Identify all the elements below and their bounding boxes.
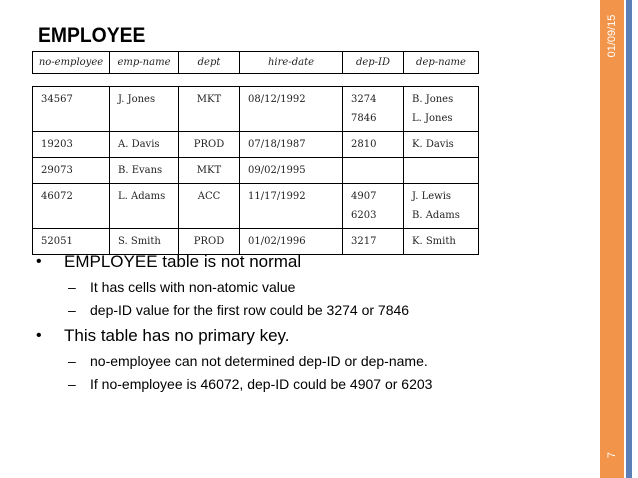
cell-dept: PROD bbox=[179, 132, 240, 158]
cell-dep-id bbox=[343, 87, 404, 132]
dep-id-value: 6203 bbox=[351, 210, 377, 221]
cell-dept: MKT bbox=[179, 158, 240, 184]
sidebar-orange-bar bbox=[600, 0, 624, 478]
dep-id-value: 4907 bbox=[351, 191, 377, 202]
cell-dep-id: 3217 bbox=[343, 229, 404, 255]
cell-dep-id: 2810 bbox=[343, 132, 404, 158]
cell-dep-name: K. Smith bbox=[404, 229, 479, 255]
employee-table bbox=[32, 86, 479, 255]
cell-dep-name bbox=[404, 158, 479, 184]
bullet-item: • This table has no primary key. bbox=[36, 322, 556, 350]
cell-emp-name: S. Smith bbox=[110, 229, 179, 255]
cell-emp-name: B. Evans bbox=[110, 158, 179, 184]
cell-emp-name: A. Davis bbox=[110, 132, 179, 158]
sidebar-blue-bar bbox=[626, 0, 632, 478]
header-hire-date: hire-date bbox=[240, 52, 343, 74]
table-header-row bbox=[33, 52, 479, 74]
table-row bbox=[33, 158, 479, 184]
header-dep-id: dep-ID bbox=[343, 52, 404, 74]
cell-hire-date: 08/12/1992 bbox=[240, 87, 343, 132]
header-no-employee: no-employee bbox=[33, 52, 110, 74]
sub-bullet-item: – It has cells with non-atomic value bbox=[36, 276, 556, 299]
cell-dep-id bbox=[343, 158, 404, 184]
cell-no-employee: 19203 bbox=[33, 132, 110, 158]
cell-emp-name: J. Jones bbox=[110, 87, 179, 132]
cell-dep-name bbox=[404, 87, 479, 132]
employee-table-header bbox=[32, 51, 479, 74]
slide-title: EMPLOYEE bbox=[38, 24, 146, 47]
bullet-list bbox=[36, 248, 556, 396]
table-row bbox=[33, 184, 479, 229]
cell-dept: MKT bbox=[179, 87, 240, 132]
cell-dep-name bbox=[404, 184, 479, 229]
dep-name-value: J. Lewis bbox=[412, 191, 452, 202]
cell-hire-date: 07/18/1987 bbox=[240, 132, 343, 158]
cell-dep-name: K. Davis bbox=[404, 132, 479, 158]
cell-dep-id bbox=[343, 184, 404, 229]
cell-emp-name: L. Adams bbox=[110, 184, 179, 229]
dep-name-value: L. Jones bbox=[412, 113, 453, 124]
cell-hire-date: 01/02/1996 bbox=[240, 229, 343, 255]
cell-hire-date: 11/17/1992 bbox=[240, 184, 343, 229]
dep-id-value: 7846 bbox=[351, 113, 377, 124]
header-dep-name: dep-name bbox=[404, 52, 479, 74]
header-dept: dept bbox=[179, 52, 240, 74]
dep-name-value: B. Adams bbox=[412, 210, 460, 221]
cell-dept: ACC bbox=[179, 184, 240, 229]
sub-bullet-item: – If no-employee is 46072, dep-ID could be 4907 or 6203 bbox=[36, 373, 556, 396]
cell-no-employee: 52051 bbox=[33, 229, 110, 255]
cell-dept: PROD bbox=[179, 229, 240, 255]
table-row bbox=[33, 132, 479, 158]
dep-id-value: 3274 bbox=[351, 94, 377, 105]
sub-bullet-item: – no-employee can not determined dep-ID or dep-name. bbox=[36, 350, 556, 373]
page-number: 7 bbox=[606, 451, 618, 459]
sub-bullet-item: – dep-ID value for the first row could be 3274 or 7846 bbox=[36, 299, 556, 322]
cell-no-employee: 34567 bbox=[33, 87, 110, 132]
dep-name-value: B. Jones bbox=[412, 94, 454, 105]
slide-date: 01/09/15 bbox=[606, 14, 618, 58]
cell-no-employee: 29073 bbox=[33, 158, 110, 184]
header-emp-name: emp-name bbox=[110, 52, 179, 74]
cell-hire-date: 09/02/1995 bbox=[240, 158, 343, 184]
cell-no-employee: 46072 bbox=[33, 184, 110, 229]
bullet-item: • EMPLOYEE table is not normal bbox=[36, 248, 556, 276]
table-row bbox=[33, 87, 479, 132]
